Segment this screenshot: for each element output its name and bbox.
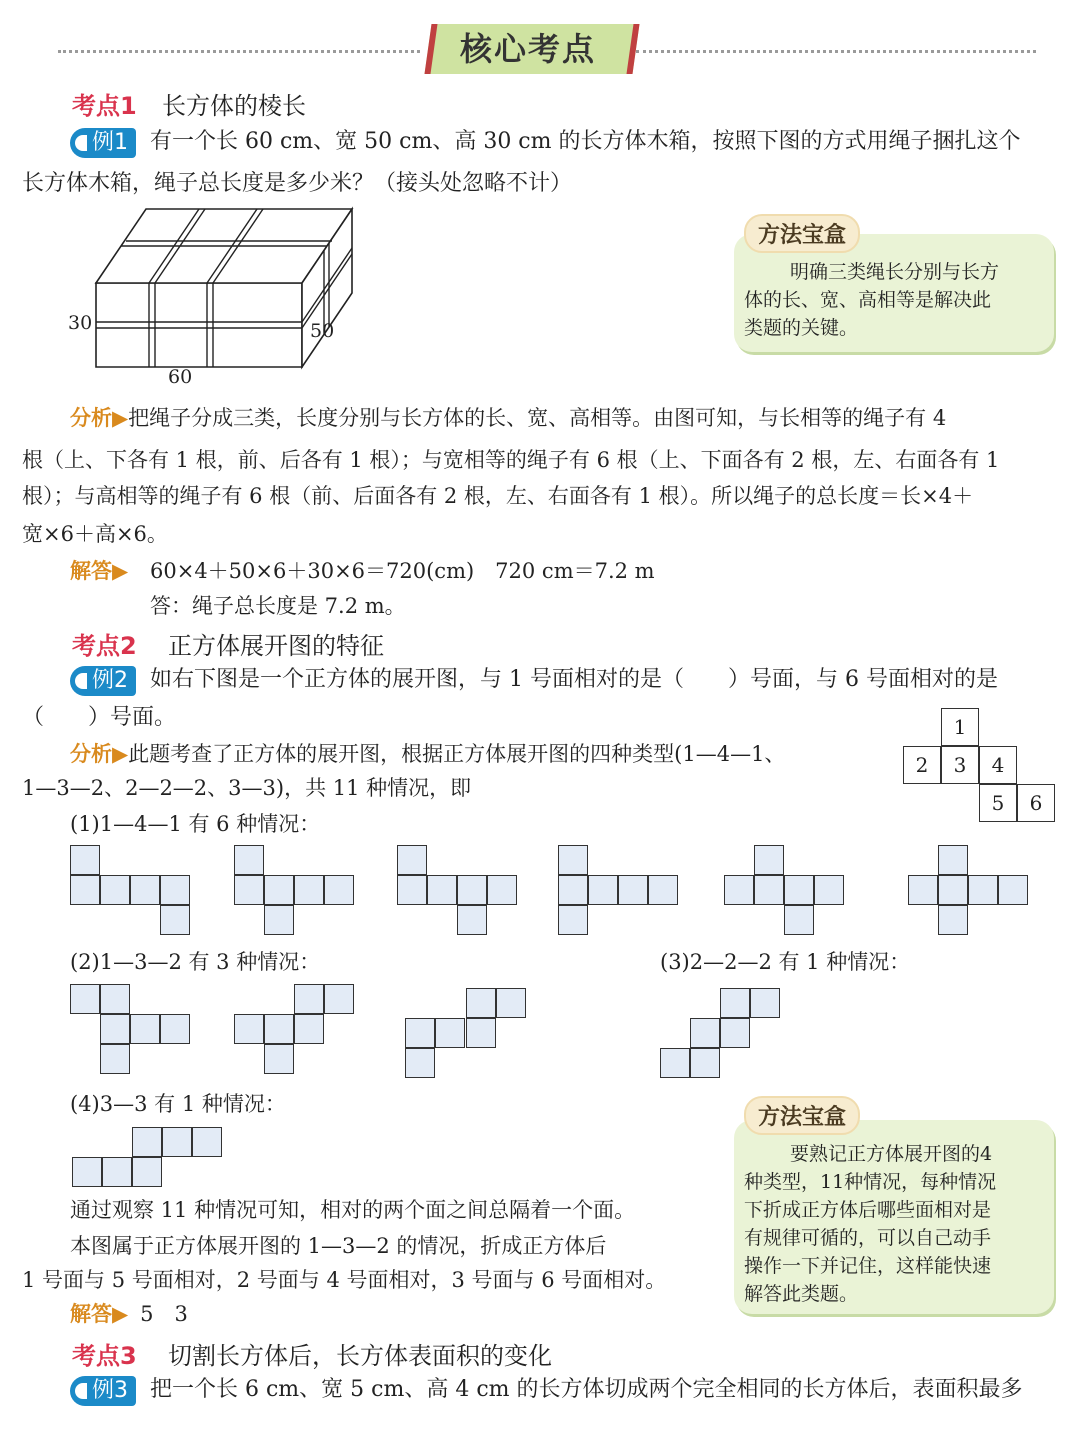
header-divider-left bbox=[58, 50, 420, 53]
box-width-label: 50 bbox=[310, 320, 335, 342]
net-cell bbox=[648, 875, 678, 905]
net-cell bbox=[100, 1014, 130, 1044]
case1-caption: (1)1—4—1 有 6 种情况： bbox=[70, 812, 321, 836]
net-cell bbox=[294, 984, 324, 1014]
analysis1-text1: 把绳子分成三类，长度分别与长方体的长、宽、高相等。由图可知，与长相等的绳子有 4 bbox=[128, 406, 947, 430]
page-title: 核心考点 bbox=[459, 30, 596, 68]
net-cell bbox=[660, 1048, 690, 1078]
header-divider-right bbox=[636, 50, 1036, 53]
answer1-line1: 60×4＋50×6＋30×6＝720(cm) 720 cm＝7.2 m bbox=[150, 559, 655, 583]
net-cell bbox=[160, 905, 190, 935]
method-box-1-title: 方法宝盒 bbox=[744, 214, 860, 253]
net-cell bbox=[496, 988, 526, 1018]
net-cell bbox=[405, 1048, 435, 1078]
example3-badge: 例3 bbox=[70, 1376, 136, 1406]
net-cell bbox=[814, 875, 844, 905]
net-cell bbox=[457, 875, 487, 905]
kp3-title: 切割长方体后，长方体表面积的变化 bbox=[168, 1342, 552, 1370]
net-face-2: 2 bbox=[903, 746, 941, 784]
net-cell bbox=[264, 905, 294, 935]
kp2-title: 正方体展开图的特征 bbox=[168, 632, 384, 660]
analysis1-line1 bbox=[70, 404, 946, 432]
net-cell bbox=[435, 1018, 465, 1048]
method-box-1-line1: 明确三类绳长分别与长方 bbox=[790, 261, 1000, 283]
net-cell bbox=[234, 875, 264, 905]
answer1-line2: 答：绳子总长度是 7.2 m。 bbox=[150, 594, 406, 618]
answer2-text: 5 3 bbox=[140, 1302, 188, 1326]
analysis1-tag: 分析▶ bbox=[70, 406, 129, 430]
net-cell bbox=[264, 1044, 294, 1074]
net-cell bbox=[132, 1157, 162, 1187]
tied-box-figure bbox=[60, 205, 360, 395]
net-cell bbox=[938, 875, 968, 905]
net-cell bbox=[294, 875, 324, 905]
answer2-tag: 解答▶ bbox=[70, 1302, 129, 1326]
net-cell bbox=[938, 845, 968, 875]
method-box-1-line3: 类题的关键。 bbox=[744, 317, 859, 339]
net-cell bbox=[784, 875, 814, 905]
analysis1-line2: 根（上、下各有 1 根，前、后各有 1 根）；与宽相等的绳子有 6 根（上、下面各有 2 根，左、右面各有 1 bbox=[22, 448, 1000, 472]
net-cell bbox=[558, 845, 588, 875]
net-cell bbox=[588, 875, 618, 905]
net-cell bbox=[558, 875, 588, 905]
net-cell bbox=[968, 875, 998, 905]
net-cell bbox=[294, 1014, 324, 1044]
net-face-4: 4 bbox=[979, 746, 1017, 784]
net-cell bbox=[70, 875, 100, 905]
example1-text-line1: 有一个长 60 cm、宽 50 cm、高 30 cm 的长方体木箱，按照下图的方式用绳子捆扎这个 bbox=[150, 129, 1021, 154]
example1-badge: 例1 bbox=[70, 128, 136, 158]
net-cell bbox=[466, 1018, 496, 1048]
net-cell bbox=[234, 1014, 264, 1044]
net-cell bbox=[70, 984, 100, 1014]
net-cell bbox=[397, 845, 427, 875]
example1-text-line2: 长方体木箱，绳子总长度是多少米？（接头处忽略不计） bbox=[22, 171, 573, 196]
net-cell bbox=[690, 1048, 720, 1078]
net-cell bbox=[70, 845, 100, 875]
net-cell bbox=[130, 1014, 160, 1044]
net-cell bbox=[324, 984, 354, 1014]
observation-line3: 1 号面与 5 号面相对，2 号面与 4 号面相对，3 号面与 6 号面相对。 bbox=[22, 1268, 667, 1292]
net-face-1: 1 bbox=[941, 708, 979, 746]
example2-text-line2: （ ）号面。 bbox=[22, 705, 177, 730]
net-cell bbox=[100, 875, 130, 905]
net-cell bbox=[234, 845, 264, 875]
net-cell bbox=[397, 875, 427, 905]
example2-badge: 例2 bbox=[70, 666, 136, 696]
case4-caption: (4)3—3 有 1 种情况： bbox=[70, 1092, 286, 1116]
analysis2-text1: 此题考查了正方体的展开图，根据正方体展开图的四种类型(1—4—1、 bbox=[128, 742, 786, 766]
method-box-2-title: 方法宝盒 bbox=[744, 1096, 860, 1135]
kp1-title: 长方体的棱长 bbox=[162, 92, 306, 120]
net-cell bbox=[100, 1044, 130, 1074]
net-cell bbox=[102, 1157, 132, 1187]
net-cell bbox=[100, 984, 130, 1014]
method-box-2-line2: 种类型，11种情况，每种情况 bbox=[744, 1171, 997, 1193]
net-cell bbox=[998, 875, 1028, 905]
method-box-2-line5: 操作一下并记住，这样能快速 bbox=[744, 1255, 992, 1277]
kp2-label: 考点2 bbox=[72, 632, 137, 660]
net-cell bbox=[405, 1018, 435, 1048]
net-cell bbox=[457, 905, 487, 935]
box-height-label: 30 bbox=[68, 312, 93, 334]
answer2-line bbox=[70, 1300, 188, 1328]
net-cell bbox=[750, 988, 780, 1018]
method-box-1-line2: 体的长、宽、高相等是解决此 bbox=[744, 289, 992, 311]
method-box-2-line6: 解答此类题。 bbox=[744, 1283, 859, 1305]
net-cell bbox=[754, 875, 784, 905]
method-box-2-line3: 下折成正方体后哪些面相对是 bbox=[744, 1199, 992, 1221]
example3-text-line1: 把一个长 6 cm、宽 5 cm、高 4 cm 的长方体切成两个完全相同的长方体后，表面积最多 bbox=[150, 1377, 1023, 1402]
net-cell bbox=[724, 875, 754, 905]
net-cell bbox=[132, 1127, 162, 1157]
net-cell bbox=[192, 1127, 222, 1157]
net-cell bbox=[162, 1127, 192, 1157]
analysis2-line1 bbox=[70, 740, 785, 768]
case3-caption: (3)2—2—2 有 1 种情况： bbox=[660, 950, 911, 974]
answer1-tag: 解答▶ bbox=[70, 559, 129, 583]
analysis2-tag: 分析▶ bbox=[70, 742, 129, 766]
net-cell bbox=[754, 845, 784, 875]
net-cell bbox=[72, 1157, 102, 1187]
net-cell bbox=[130, 875, 160, 905]
example2-text-line1: 如右下图是一个正方体的展开图，与 1 号面相对的是（ ）号面，与 6 号面相对的是 bbox=[150, 667, 998, 692]
analysis2-line2: 1—3—2、2—2—2、3—3)，共 11 种情况，即 bbox=[22, 776, 472, 800]
net-cell bbox=[690, 1018, 720, 1048]
net-cell bbox=[264, 875, 294, 905]
net-cell bbox=[160, 1014, 190, 1044]
analysis1-line4: 宽×6＋高×6。 bbox=[22, 522, 168, 546]
net-cell bbox=[720, 1018, 750, 1048]
observation-line2: 本图属于正方体展开图的 1—3—2 的情况，折成正方体后 bbox=[70, 1234, 607, 1258]
case2-caption: (2)1—3—2 有 3 种情况： bbox=[70, 950, 321, 974]
net-cell bbox=[720, 988, 750, 1018]
net-cell bbox=[487, 875, 517, 905]
net-cell bbox=[618, 875, 648, 905]
analysis1-line3: 根）；与高相等的绳子有 6 根（前、后面各有 2 根，左、右面各有 1 根）。所以绳子的总长度＝长×4＋ bbox=[22, 484, 974, 508]
box-length-label: 60 bbox=[168, 366, 193, 388]
net-cell bbox=[908, 875, 938, 905]
net-cell bbox=[938, 905, 968, 935]
net-face-6: 6 bbox=[1017, 784, 1055, 822]
net-face-3: 3 bbox=[941, 746, 979, 784]
net-cell bbox=[264, 1014, 294, 1044]
method-box-2-line1: 要熟记正方体展开图的4 bbox=[790, 1143, 993, 1165]
method-box-2-line4: 有规律可循的，可以自己动手 bbox=[744, 1227, 992, 1249]
net-cell bbox=[466, 988, 496, 1018]
net-cell bbox=[324, 875, 354, 905]
net-cell bbox=[427, 875, 457, 905]
kp1-label: 考点1 bbox=[72, 92, 137, 120]
kp3-label: 考点3 bbox=[72, 1342, 137, 1370]
observation-line1: 通过观察 11 种情况可知，相对的两个面之间总隔着一个面。 bbox=[70, 1198, 636, 1222]
net-cell bbox=[558, 905, 588, 935]
net-cell bbox=[784, 905, 814, 935]
net-cell bbox=[160, 875, 190, 905]
net-face-5: 5 bbox=[979, 784, 1017, 822]
